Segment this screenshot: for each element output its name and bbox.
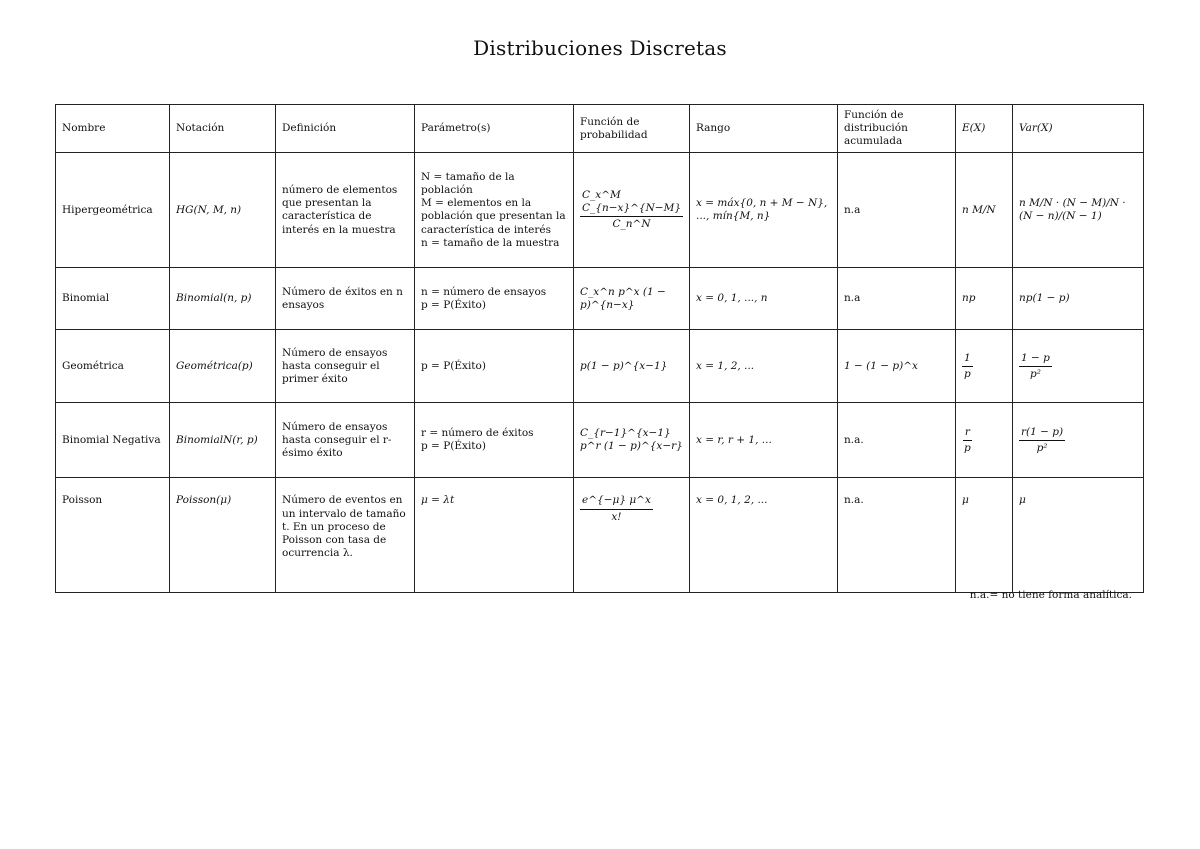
fprob-numerator: C_x^M C_{n−x}^{N−M} xyxy=(580,189,683,217)
fprob-fraction xyxy=(580,494,653,523)
ex-fraction xyxy=(962,426,973,455)
param-line: N = tamaño de la población xyxy=(421,171,515,197)
param-line: p = P(Éxito) xyxy=(421,298,486,311)
param-line: M = elementos en la población que presentan la característica de interés xyxy=(421,197,566,236)
cell-fdist: 1 − (1 − p)^x xyxy=(838,330,956,403)
header-var: Var(X) xyxy=(1013,105,1144,153)
cell-fdist: n.a xyxy=(838,153,956,268)
cell-definicion: Número de ensayos hasta conseguir el r-ésimo éxito xyxy=(276,403,415,478)
header-nombre: Nombre xyxy=(56,105,170,153)
var-numerator: 1 − p xyxy=(1019,352,1052,367)
param-line: p = P(Éxito) xyxy=(421,440,486,453)
fprob-denominator: x! xyxy=(611,510,622,523)
cell-nombre: Geométrica xyxy=(56,330,170,403)
table-row xyxy=(56,268,1144,330)
footnote: n.a.= no tiene forma analítica. xyxy=(969,589,1132,601)
cell-parametros xyxy=(415,330,574,403)
var-denominator: p² xyxy=(1036,441,1048,454)
cell-definicion: Número de éxitos en n ensayos xyxy=(276,268,415,330)
cell-nombre: Binomial Negativa xyxy=(56,403,170,478)
cell-definicion: Número de eventos en un intervalo de tamaño t. En un proceso de Poisson con tasa de ocurrencia λ. xyxy=(276,478,415,593)
ex-numerator: 1 xyxy=(962,352,973,367)
header-parametros: Parámetro(s) xyxy=(415,105,574,153)
header-row xyxy=(56,105,1144,153)
ex-denominator: p xyxy=(964,367,971,380)
cell-parametros xyxy=(415,403,574,478)
cell-var: n M/N · (N − M)/N · (N − n)/(N − 1) xyxy=(1013,153,1144,268)
cell-parametros xyxy=(415,268,574,330)
header-definicion: Definición xyxy=(276,105,415,153)
header-fprob: Función de probabilidad xyxy=(574,105,690,153)
param-line: μ = λt xyxy=(421,494,455,507)
cell-fdist: n.a xyxy=(838,268,956,330)
cell-nombre: Poisson xyxy=(56,478,170,593)
param-line: p = P(Éxito) xyxy=(421,359,486,372)
header-ex: E(X) xyxy=(956,105,1013,153)
var-numerator: r(1 − p) xyxy=(1019,426,1065,441)
header-notacion: Notación xyxy=(170,105,276,153)
cell-var xyxy=(1013,330,1144,403)
distributions-table xyxy=(55,104,1144,593)
var-fraction xyxy=(1019,426,1065,455)
cell-fprob: C_x^n p^x (1 − p)^{n−x} xyxy=(574,268,690,330)
cell-fdist: n.a. xyxy=(838,478,956,593)
header-rango: Rango xyxy=(690,105,838,153)
param-line: n = número de ensayos xyxy=(421,285,547,298)
cell-notacion: Geométrica(p) xyxy=(170,330,276,403)
cell-rango: x = máx{0, n + M − N}, ..., mín{M, n} xyxy=(690,153,838,268)
cell-nombre: Hipergeométrica xyxy=(56,153,170,268)
cell-notacion: BinomialN(r, p) xyxy=(170,403,276,478)
cell-rango: x = 1, 2, ... xyxy=(690,330,838,403)
table-row xyxy=(56,403,1144,478)
param-line: n = tamaño de la muestra xyxy=(421,236,560,249)
cell-var xyxy=(1013,403,1144,478)
table-row xyxy=(56,330,1144,403)
cell-notacion: Binomial(n, p) xyxy=(170,268,276,330)
ex-fraction xyxy=(962,352,973,381)
var-fraction xyxy=(1019,352,1052,381)
cell-rango: x = 0, 1, ..., n xyxy=(690,268,838,330)
cell-parametros xyxy=(415,478,574,593)
cell-fprob: C_{r−1}^{x−1} p^r (1 − p)^{x−r} xyxy=(574,403,690,478)
cell-ex: np xyxy=(956,268,1013,330)
cell-nombre: Binomial xyxy=(56,268,170,330)
cell-ex: n M/N xyxy=(956,153,1013,268)
header-fdist: Función de distribución acumulada xyxy=(838,105,956,153)
fprob-numerator: e^{−μ} μ^x xyxy=(580,494,653,509)
cell-var: np(1 − p) xyxy=(1013,268,1144,330)
page-title: Distribuciones Discretas xyxy=(473,36,727,60)
table-row xyxy=(56,153,1144,268)
cell-fprob: p(1 − p)^{x−1} xyxy=(574,330,690,403)
cell-fdist: n.a. xyxy=(838,403,956,478)
param-line: r = número de éxitos xyxy=(421,427,534,440)
var-denominator: p² xyxy=(1029,367,1041,380)
table-row xyxy=(56,478,1144,593)
cell-definicion: número de elementos que presentan la característica de interés en la muestra xyxy=(276,153,415,268)
cell-rango: x = 0, 1, 2, ... xyxy=(690,478,838,593)
cell-notacion: Poisson(μ) xyxy=(170,478,276,593)
fprob-fraction xyxy=(580,189,683,231)
ex-denominator: p xyxy=(964,441,971,454)
cell-rango: x = r, r + 1, ... xyxy=(690,403,838,478)
cell-parametros xyxy=(415,153,574,268)
cell-fprob xyxy=(574,153,690,268)
cell-fprob xyxy=(574,478,690,593)
cell-definicion: Número de ensayos hasta conseguir el primer éxito xyxy=(276,330,415,403)
ex-numerator: r xyxy=(963,426,972,441)
cell-notacion: HG(N, M, n) xyxy=(170,153,276,268)
cell-var: μ xyxy=(1013,478,1144,593)
fprob-denominator: C_n^N xyxy=(612,218,651,231)
cell-ex: μ xyxy=(956,478,1013,593)
cell-ex xyxy=(956,403,1013,478)
cell-ex xyxy=(956,330,1013,403)
